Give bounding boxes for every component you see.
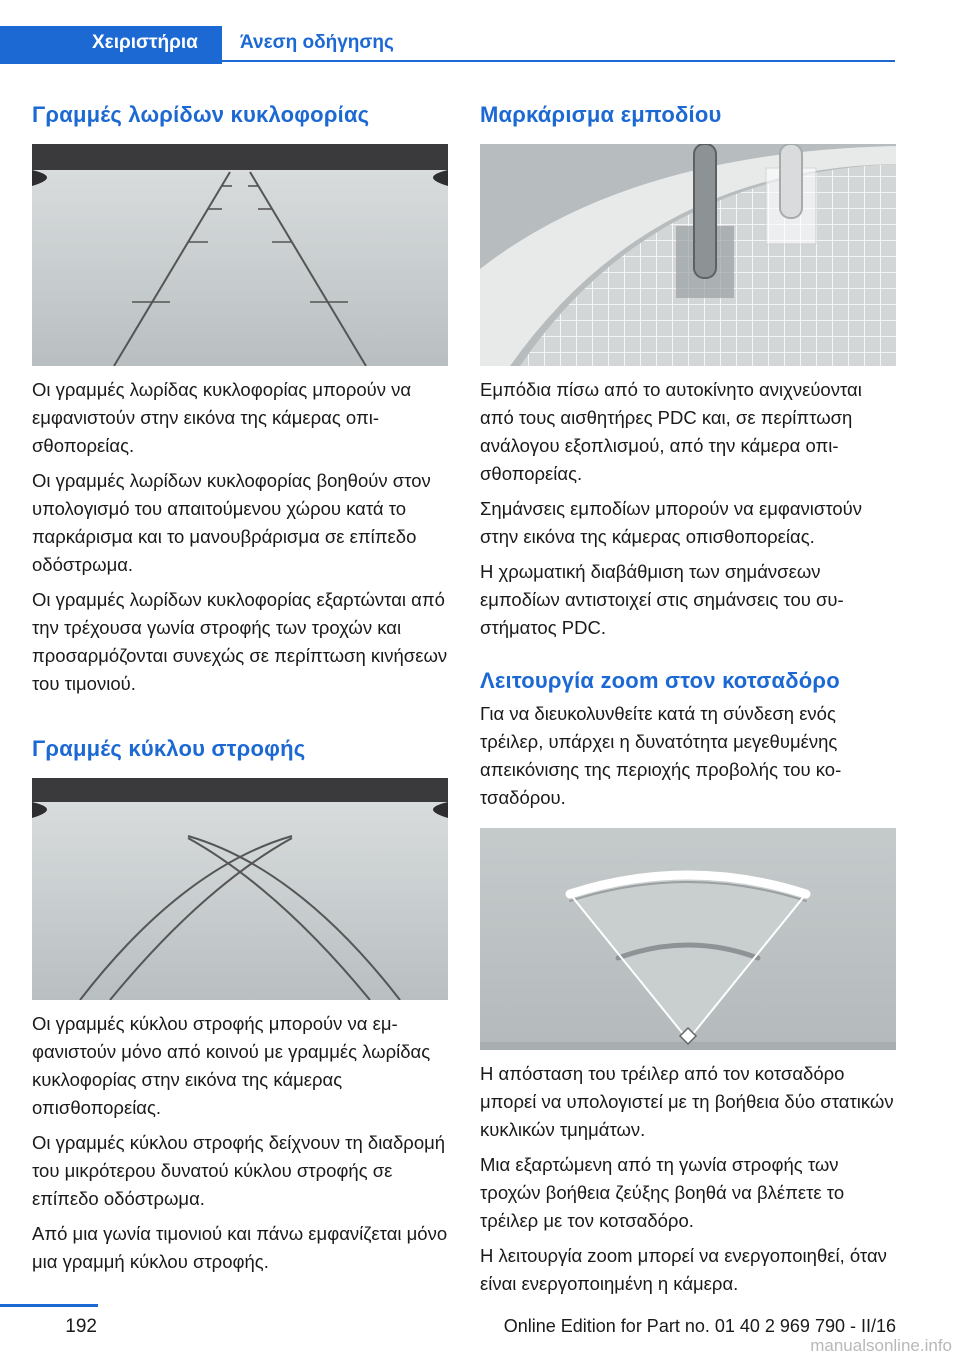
footer-rule [0,1304,98,1307]
right-column [480,98,896,1305]
section-title-hitch-zoom: Λειτουργία zoom στον κοτσαδόρο [480,668,840,693]
paragraph: Οι γραμμές λωρίδων κυκλοφορίας εξαρτώνται από την τρέχουσα γωνία στροφής των τροχών και προσαρμόζονται συνεχώς σε περίπτωση κινήσεων του τιμονιού. [32,589,448,694]
section-title-obstacle-marking: Μαρκάρισμα εμποδίου [480,102,722,127]
paragraph: Για να διευκολυνθείτε κατά τη σύνδεση ενός τρέιλερ, υπάρχει η δυνατότητα μεγεθυμένης απεικόνισης της περιοχής προβολής του κοτσαδόρου. [480,703,842,808]
paragraph: Η απόσταση του τρέιλερ από τον κοτσαδόρο μπορεί να υπολογιστεί με τη βοήθεια δύο στατικών κυκλικών τμημάτων. [480,1063,894,1140]
page-number: 192 [65,1316,97,1337]
hitch-zoom-figure [480,828,896,1050]
turning-circle-figure [32,778,448,1000]
header-rule [222,60,895,62]
paragraph: Οι γραμμές λωρίδας κυκλοφορίας μπορούν να εμφανιστούν στην εικόνα της κάμερας οπισθοπορείας. [32,379,412,456]
obstacle-marking-figure [480,144,896,366]
paragraph: Μια εξαρτώμενη από τη γωνία στροφής των τροχών βοήθεια ζεύξης βοηθά να βλέπετε το τρέιλερ με τον κοτσαδόρο. [480,1154,845,1231]
paragraph: Σημάνσεις εμποδίων μπορούν να εμφανιστούν στην εικόνα της κάμερας οπισθοπορείας. [480,498,863,547]
paragraph: Εμπόδια πίσω από το αυτοκίνητο ανιχνεύονται από τους αισθητήρες PDC και, σε περίπτωση ανάλογου εξοπλισμού, από την κάμερα οπισθοπορείας. [480,379,862,484]
paragraph: Οι γραμμές λωρίδων κυκλοφορίας βοηθούν στον υπολογισμό του απαιτούμενου χώρου κατά το παρκάρισμα και το μανουβράρισμα σε επίπεδο οδόστρωμα. [32,470,431,575]
paragraph: Από μια γωνία τιμονιού και πάνω εμφανίζεται μόνο μια γραμμή κύκλου στροφής. [32,1223,448,1272]
left-column [32,98,448,1283]
header-tab-controls: Χειριστήρια [0,26,222,64]
paragraph: Η λειτουργία zoom μπορεί να ενεργοποιηθεί, όταν είναι ενεργοποιημένη η κάμερα. [480,1245,887,1294]
lane-lines-figure [32,144,448,366]
paragraph: Οι γραμμές κύκλου στροφής μπορούν να εμφανιστούν μόνο από κοινού με γραμμές λωρίδας κυκλοφορίας στην εικόνα της κάμερας οπισθοπορείας. [32,1013,431,1118]
paragraph: Οι γραμμές κύκλου στροφής δείχνουν τη διαδρομή του μικρότερου δυνατού κύκλου στροφής σε επίπεδο οδόστρωμα. [32,1132,446,1209]
edition-text: Online Edition for Part no. 01 40 2 969 790 - II/16 [503,1316,896,1336]
section-title-turning-circle: Γραμμές κύκλου στροφής [32,736,306,761]
section-title-lane-lines: Γραμμές λωρίδων κυκλοφορίας [32,102,370,127]
page-header [0,0,960,64]
watermark: manualsonline.info [810,1336,952,1355]
paragraph: Η χρωματική διαβάθμιση των σημάνσεων εμποδίων αντιστοιχεί στις σημάνσεις του συστήματος PDC. [480,561,844,638]
header-tab-driving-comfort: Άνεση οδήγησης [240,32,394,53]
